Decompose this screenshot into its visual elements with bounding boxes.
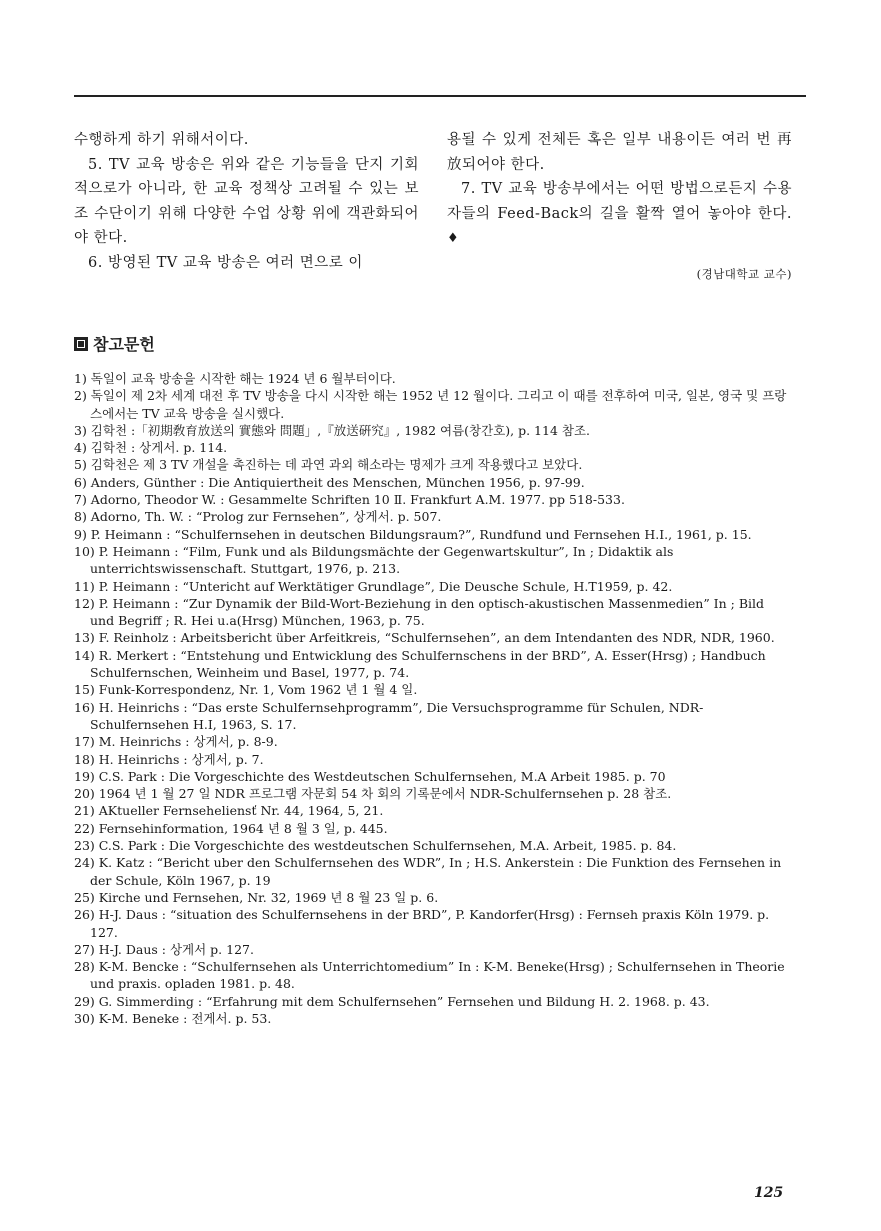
page-number: 125 <box>754 1185 784 1201</box>
paragraph: 용될 수 있게 전체든 혹은 일부 내용이든 여러 번 再放되어야 한다. <box>447 132 792 173</box>
reference-item: 28) K-M. Bencke : “Schulfernsehen als Unterrichtomedium” In : K-M. Beneke(Hrsg) ; Schulfernsehen in Theorie und praxis. opladen 1981. p. 48. <box>74 959 785 992</box>
reference-item: 21) AKtueller Fernseheliensť Nr. 44, 1964, 5, 21. <box>74 803 384 819</box>
reference-item: 7) Adorno, Theodor W. : Gesammelte Schriften 10 Ⅱ. Frankfurt A.M. 1977. pp 518-533. <box>74 492 625 508</box>
reference-item: 2) 독일이 제 2차 세계 대전 후 TV 방송을 다시 시작한 해는 1952 년 12 월이다. 그리고 이 때를 전후하여 미국, 일본, 영국 및 프랑스에서는 TV 교육 방송을 실시했다. <box>74 388 787 421</box>
reference-item: 5) 김학천은 제 3 TV 개설을 촉진하는 데 과연 과외 해소라는 명제가 크게 작용했다고 보았다. <box>74 457 583 473</box>
author-affiliation: (경남대학교 교수) <box>696 266 792 281</box>
references-heading <box>74 332 155 355</box>
paragraph: 5. TV 교육 방송은 위와 같은 기능들을 단지 기회적으로가 아니라, 한 교육 정책상 고려될 수 있는 보조 수단이기 위해 다양한 수업 상황 위에 객관화되어야 한다. <box>74 156 419 246</box>
reference-item: 3) 김학천 :「初期敎育放送의 實態와 問題」,『放送硏究』, 1982 여름(창간호), p. 114 참조. <box>74 422 590 438</box>
reference-item: 1) 독일이 교육 방송을 시작한 해는 1924 년 6 월부터이다. <box>74 371 396 386</box>
paragraph: 7. TV 교육 방송부에서는 어떤 방법으로든지 수용자들의 Feed-Back의 길을 활짝 열어 놓아야 한다. ♦ <box>447 181 792 246</box>
reference-item: 20) 1964 년 1 월 27 일 NDR 프로그램 자문회 54 차 회의 기록문에서 NDR-Schulfernsehen p. 28 참조. <box>74 786 672 802</box>
reference-item: 15) Funk-Korrespondenz, Nr. 1, Vom 1962 년 1 월 4 일. <box>74 682 418 698</box>
reference-item: 9) P. Heimann : “Schulfernsehen in deutschen Bildungsraum?”, Rundfund und Fernsehen H.I., 1961, p. 15. <box>74 526 752 542</box>
reference-item: 29) G. Simmerding : “Erfahrung mit dem Schulfernsehen” Fernsehen und Bildung H. 2. 1968. p. 43. <box>74 993 710 1009</box>
reference-item: 10) P. Heimann : “Film, Funk und als Bildungsmächte der Gegenwartskultur”, In ; Didaktik als unterrichtswissenschaft. Stuttgart, 1976, p. 213. <box>74 543 674 577</box>
reference-item: 24) K. Katz : “Bericht uber den Schulfernsehen des WDR”, In ; H.S. Ankerstein : Die Funktion des Fernsehen in der Schule, Köln 1967, p. 19 <box>74 855 782 888</box>
reference-item: 30) K-M. Beneke : 전게서. p. 53. <box>74 1010 272 1026</box>
end-mark-icon: ♦ <box>447 231 460 246</box>
reference-item: 16) H. Heinrichs : “Das erste Schulfernsehprogramm”, Die Versuchsprogramme für Schulen, NDR-Schulfernsehen H.I, 1963, S. 17. <box>74 699 704 732</box>
reference-item: 23) C.S. Park : Die Vorgeschichte des westdeutschen Schulfernsehen, M.A. Arbeit, 1985. p. 84. <box>74 838 677 854</box>
reference-item: 17) M. Heinrichs : 상게서, p. 8-9. <box>74 734 278 750</box>
body-column-right <box>447 128 792 286</box>
body-column-left <box>74 128 419 275</box>
header-rule <box>74 95 806 97</box>
reference-item: 19) C.S. Park : Die Vorgeschichte des Westdeutschen Schulfernsehen, M.A Arbeit 1985. p. 70 <box>74 768 666 784</box>
reference-item: 12) P. Heimann : “Zur Dynamik der Bild-Wort-Beziehung in den optisch-akustischen Massenmedien” In ; Bild und Begriff ; R. Hei u.a(Hrsg) München, 1963, p. 75. <box>74 595 765 629</box>
paragraph: 6. 방영된 TV 교육 방송은 여러 면으로 이 <box>88 254 363 271</box>
paragraph: 수행하게 하기 위해서이다. <box>74 132 249 148</box>
references-heading-text: 참고문헌 <box>93 335 155 354</box>
reference-item: 26) H-J. Daus : “situation des Schulfernsehens in der BRD”, P. Kandorfer(Hrsg) : Fernseh praxis Köln 1979. p. 127. <box>74 907 770 940</box>
reference-item: 18) H. Heinrichs : 상게서, p. 7. <box>74 751 264 767</box>
references-list <box>74 370 790 1027</box>
reference-item: 14) R. Merkert : “Entstehung und Entwicklung des Schulfernschens in der BRD”, A. Esser(Hrsg) ; Handbuch Schulfernschen, Weinheim und Basel, 1977, p. 74. <box>74 647 766 681</box>
reference-item: 13) F. Reinholz : Arbeitsbericht über Arfeitkreis, “Schulfernsehen”, an dem Intendanten des NDR, NDR, 1960. <box>74 630 775 646</box>
reference-item: 11) P. Heimann : “Untericht auf Werktätiger Grundlage”, Die Deusche Schule, H.T1959, p. 42. <box>74 578 673 594</box>
reference-item: 8) Adorno, Th. W. : “Prolog zur Fernsehen”, 상게서. p. 507. <box>74 509 442 525</box>
reference-item: 4) 김학천 : 상게서. p. 114. <box>74 440 228 456</box>
square-bullet-icon <box>74 337 88 351</box>
reference-item: 22) Fernsehinformation, 1964 년 8 월 3 일, p. 445. <box>74 820 388 836</box>
reference-item: 27) H-J. Daus : 상게서 p. 127. <box>74 941 254 957</box>
reference-item: 25) Kirche und Fernsehen, Nr. 32, 1969 년 8 월 23 일 p. 6. <box>74 889 439 905</box>
reference-item: 6) Anders, Günther : Die Antiquiertheit des Menschen, München 1956, p. 97-99. <box>74 474 585 490</box>
